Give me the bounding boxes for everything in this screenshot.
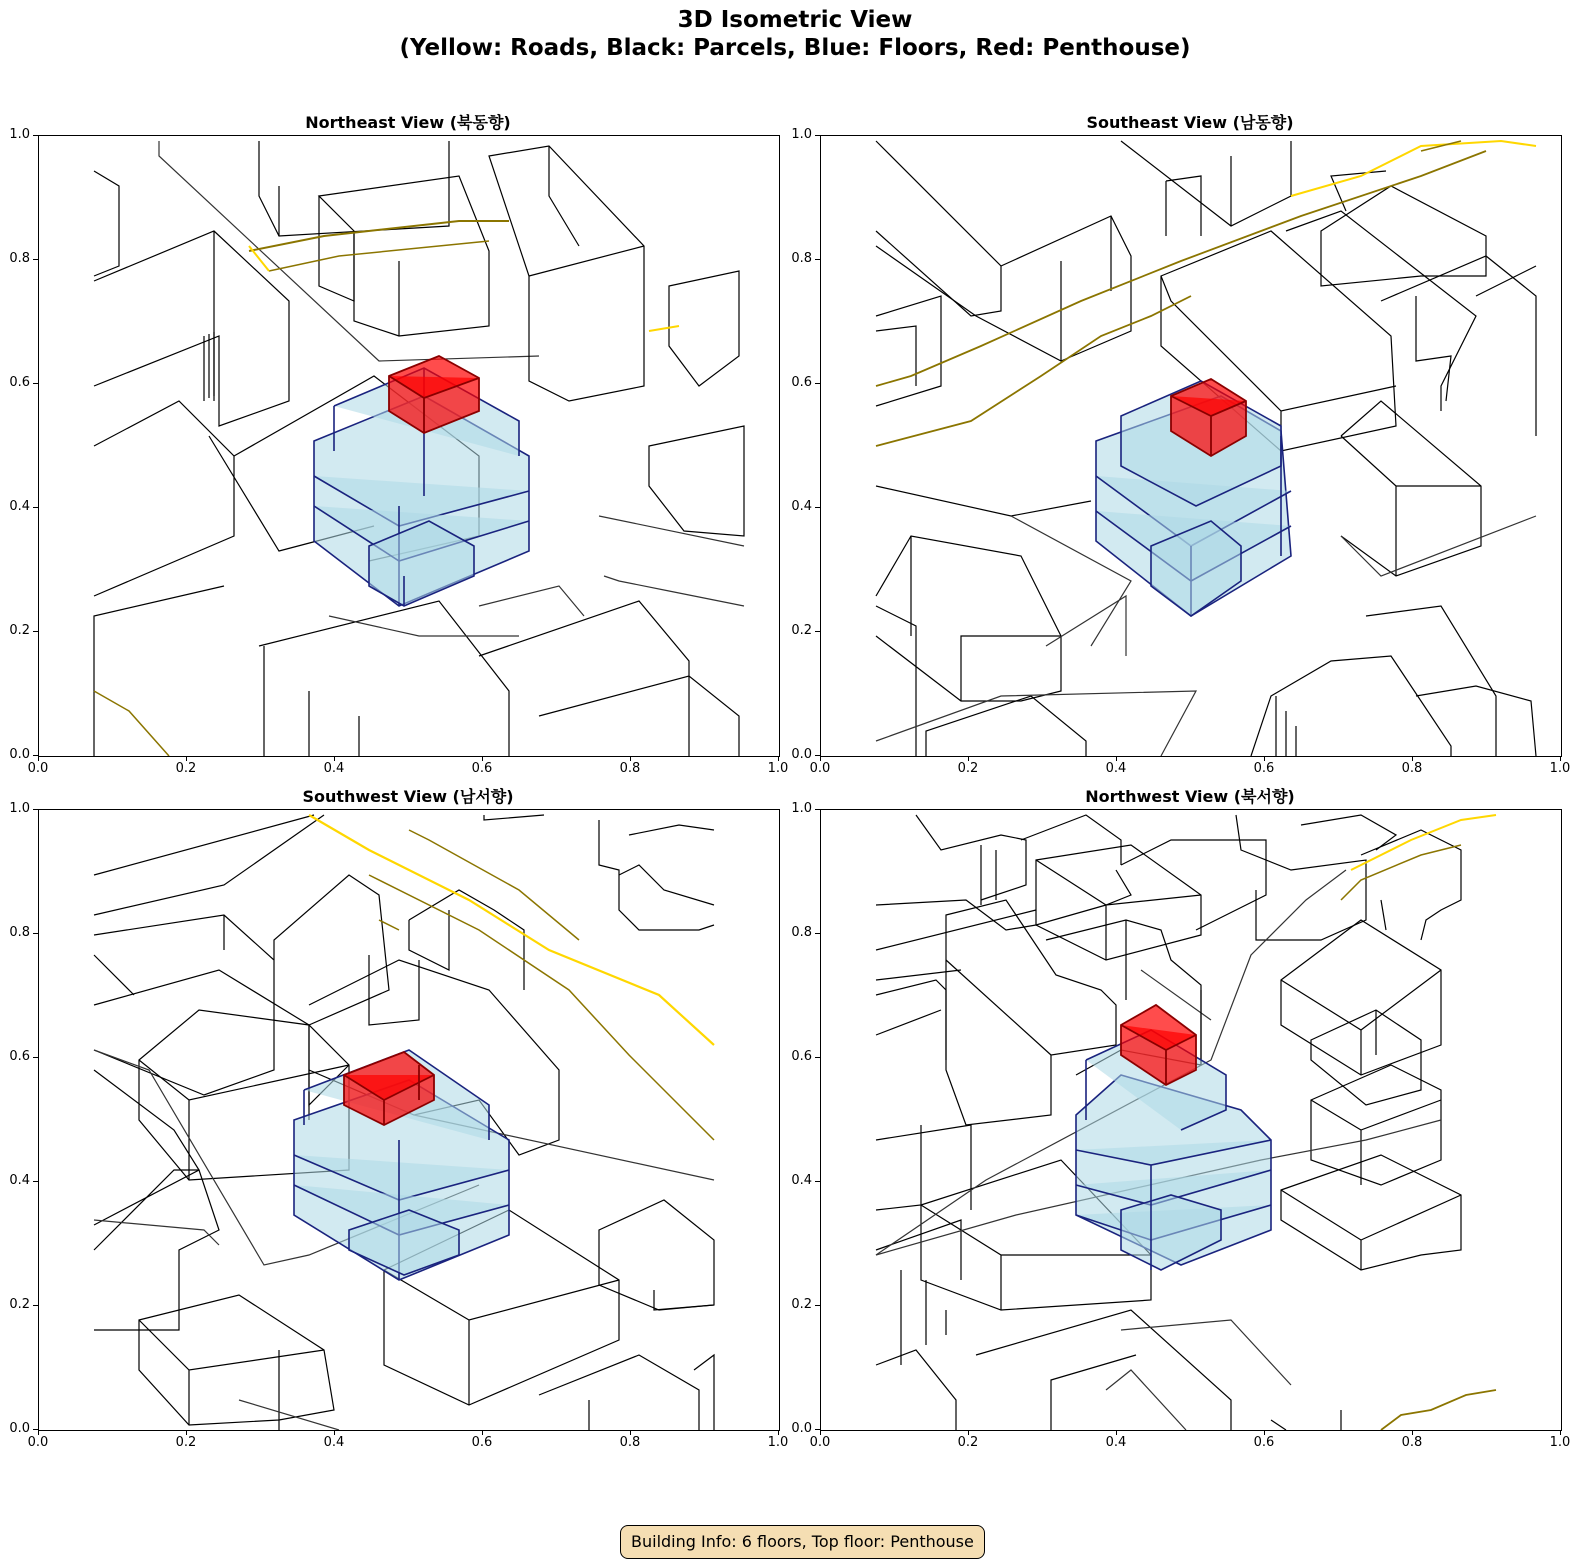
y-tick-mark: [815, 1057, 820, 1058]
y-tick-mark: [33, 135, 38, 136]
y-tick-mark: [33, 809, 38, 810]
panel-northwest-view: [782, 782, 1572, 1457]
y-tick-label: 0.8: [9, 251, 30, 266]
x-tick-mark: [186, 1430, 187, 1435]
y-tick-label: 0.2: [9, 623, 30, 638]
x-tick-label: 0.0: [27, 761, 49, 776]
y-tick-mark: [33, 1305, 38, 1306]
x-tick-label: 0.2: [957, 761, 979, 776]
y-tick-mark: [815, 135, 820, 136]
x-tick-label: 0.4: [1105, 761, 1127, 776]
x-tick-label: 0.6: [1253, 1435, 1275, 1450]
x-tick-mark: [1264, 1430, 1265, 1435]
y-tick-mark: [815, 755, 820, 756]
y-tick-label: 0.2: [791, 623, 812, 638]
y-tick-mark: [815, 631, 820, 632]
x-tick-mark: [630, 1430, 631, 1435]
y-tick-label: 0.0: [9, 1421, 30, 1436]
plot-area: [38, 809, 780, 1431]
x-tick-mark: [186, 756, 187, 761]
x-tick-mark: [334, 1430, 335, 1435]
isometric-drawing: [39, 136, 779, 756]
x-tick-mark: [968, 756, 969, 761]
y-tick-label: 0.6: [791, 375, 812, 390]
y-tick-mark: [815, 933, 820, 934]
x-tick-label: 0.4: [323, 1435, 345, 1450]
panel-northeast-view: [0, 108, 790, 783]
y-tick-label: 0.0: [791, 1421, 812, 1436]
x-tick-label: 0.8: [619, 761, 641, 776]
y-tick-mark: [815, 383, 820, 384]
x-tick-label: 1.0: [767, 761, 789, 776]
y-tick-mark: [33, 383, 38, 384]
x-tick-label: 0.0: [809, 761, 831, 776]
y-tick-mark: [815, 507, 820, 508]
panel-southeast-view: [782, 108, 1572, 783]
x-tick-label: 0.8: [619, 1435, 641, 1450]
y-tick-mark: [815, 1429, 820, 1430]
x-tick-mark: [1264, 756, 1265, 761]
x-tick-mark: [482, 1430, 483, 1435]
figure-title-line-1: 3D Isometric View: [677, 7, 913, 33]
x-tick-label: 0.0: [27, 1435, 49, 1450]
x-tick-label: 0.4: [1105, 1435, 1127, 1450]
y-tick-mark: [33, 1429, 38, 1430]
y-tick-label: 0.4: [9, 499, 30, 514]
y-tick-mark: [33, 933, 38, 934]
plot-area: [820, 809, 1562, 1431]
y-tick-label: 0.4: [9, 1173, 30, 1188]
x-tick-mark: [1412, 1430, 1413, 1435]
y-tick-label: 0.0: [9, 747, 30, 762]
y-tick-mark: [33, 1181, 38, 1182]
x-tick-mark: [1560, 756, 1561, 761]
x-tick-mark: [1116, 1430, 1117, 1435]
x-tick-label: 0.6: [471, 761, 493, 776]
y-tick-label: 1.0: [9, 127, 30, 142]
y-tick-mark: [815, 259, 820, 260]
y-tick-mark: [33, 507, 38, 508]
plot-area: [820, 135, 1562, 757]
building-info-box: Building Info: 6 floors, Top floor: Penthouse: [620, 1525, 985, 1559]
isometric-drawing: [39, 810, 779, 1430]
y-tick-label: 0.6: [9, 375, 30, 390]
y-tick-label: 0.8: [9, 925, 30, 940]
y-tick-mark: [815, 1305, 820, 1306]
y-tick-mark: [33, 631, 38, 632]
x-tick-mark: [1412, 756, 1413, 761]
y-tick-label: 0.6: [9, 1049, 30, 1064]
y-tick-label: 0.6: [791, 1049, 812, 1064]
x-tick-mark: [38, 756, 39, 761]
x-tick-label: 0.2: [175, 1435, 197, 1450]
y-tick-label: 0.4: [791, 1173, 812, 1188]
y-tick-mark: [33, 259, 38, 260]
y-tick-label: 1.0: [9, 801, 30, 816]
x-tick-label: 0.4: [323, 761, 345, 776]
x-tick-label: 0.2: [175, 761, 197, 776]
x-tick-mark: [968, 1430, 969, 1435]
x-tick-mark: [482, 756, 483, 761]
x-tick-label: 0.8: [1401, 1435, 1423, 1450]
x-tick-mark: [334, 756, 335, 761]
y-tick-mark: [33, 755, 38, 756]
figure-title-line-2: (Yellow: Roads, Black: Parcels, Blue: Floors, Red: Penthouse): [399, 35, 1191, 61]
x-tick-mark: [1116, 756, 1117, 761]
x-tick-label: 1.0: [1549, 1435, 1571, 1450]
x-tick-mark: [820, 756, 821, 761]
y-tick-mark: [815, 1181, 820, 1182]
y-tick-label: 0.2: [791, 1297, 812, 1312]
x-tick-label: 0.6: [471, 1435, 493, 1450]
y-tick-label: 0.8: [791, 925, 812, 940]
y-tick-label: 0.0: [791, 747, 812, 762]
x-tick-label: 1.0: [767, 1435, 789, 1450]
x-tick-label: 0.0: [809, 1435, 831, 1450]
isometric-drawing: [821, 810, 1561, 1430]
isometric-drawing: [821, 136, 1561, 756]
y-tick-label: 0.8: [791, 251, 812, 266]
y-tick-label: 1.0: [791, 801, 812, 816]
y-tick-label: 1.0: [791, 127, 812, 142]
panel-title: Southeast View (남동향): [1086, 113, 1294, 132]
panel-title: Southwest View (남서향): [302, 787, 514, 806]
x-tick-mark: [820, 1430, 821, 1435]
x-tick-mark: [38, 1430, 39, 1435]
y-tick-mark: [815, 809, 820, 810]
x-tick-mark: [630, 756, 631, 761]
y-tick-label: 0.2: [9, 1297, 30, 1312]
plot-area: [38, 135, 780, 757]
x-tick-label: 0.2: [957, 1435, 979, 1450]
x-tick-label: 1.0: [1549, 761, 1571, 776]
y-tick-label: 0.4: [791, 499, 812, 514]
x-tick-label: 0.8: [1401, 761, 1423, 776]
panel-title: Northwest View (북서향): [1085, 787, 1295, 806]
x-tick-label: 0.6: [1253, 761, 1275, 776]
panel-southwest-view: [0, 782, 790, 1457]
panel-title: Northeast View (북동향): [305, 113, 511, 132]
x-tick-mark: [1560, 1430, 1561, 1435]
y-tick-mark: [33, 1057, 38, 1058]
